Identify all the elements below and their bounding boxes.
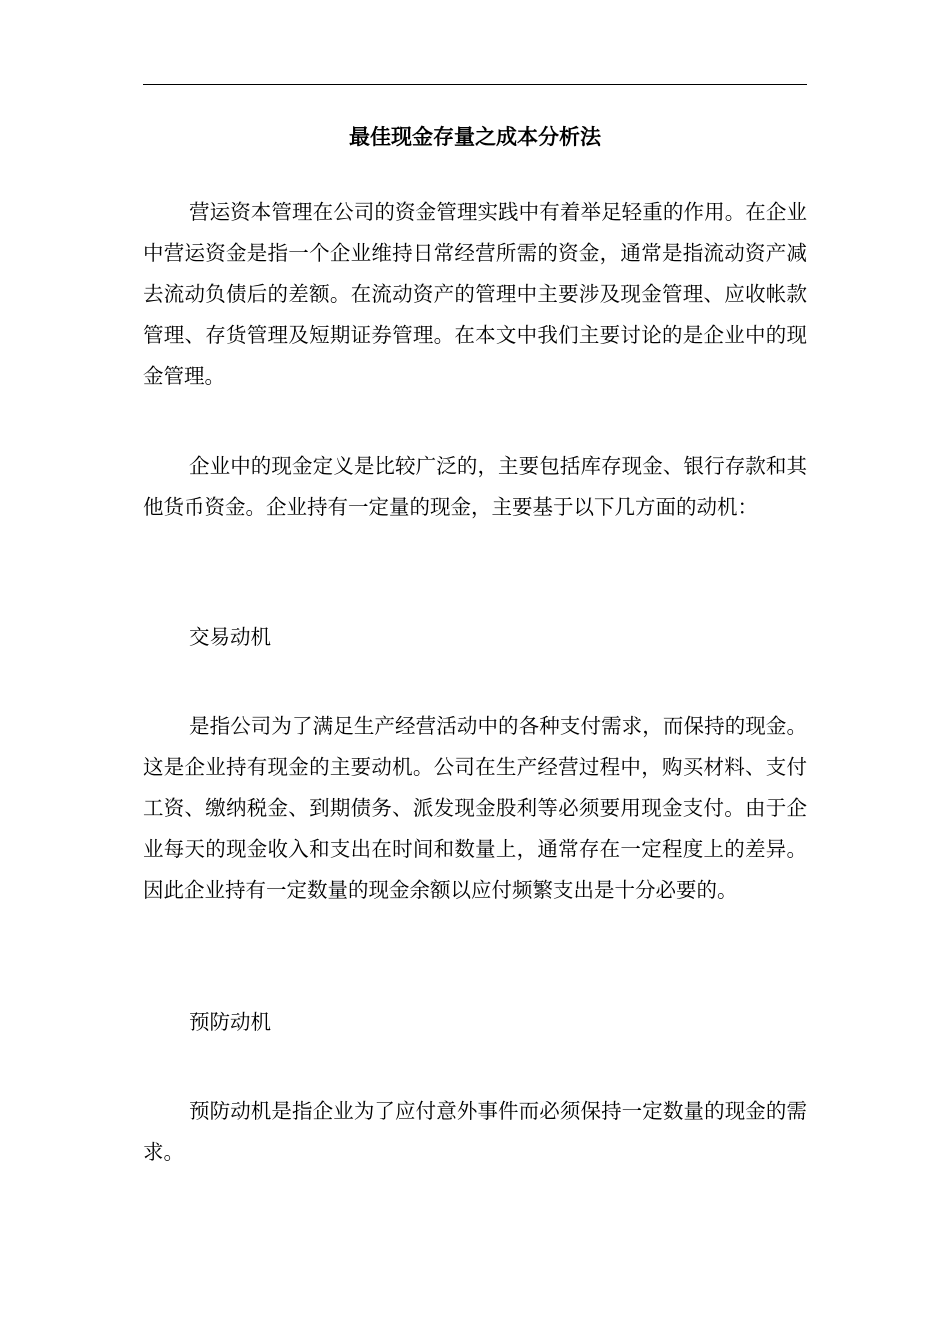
document-title: 最佳现金存量之成本分析法 bbox=[349, 125, 601, 149]
paragraph-precaution-motive: 预防动机是指企业为了应付意外事件而必须保持一定数量的现金的需求。 bbox=[143, 1099, 807, 1164]
section-heading-precaution-motive: 预防动机 bbox=[189, 1010, 271, 1034]
paragraph-cash-definition: 企业中的现金定义是比较广泛的，主要包括库存现金、银行存款和其他货币资金。企业持有一定量的现金，主要基于以下几方面的动机： bbox=[143, 454, 807, 519]
paragraph-transaction-motive: 是指公司为了满足生产经营活动中的各种支付需求，而保持的现金。这是企业持有现金的主要动机。公司在生产经营过程中，购买材料、支付工资、缴纳税金、到期债务、派发现金股利等必须要用现金支付。由于企业每天的现金收入和支出在时间和数量上，通常存在一定程度上的差异。因此企业持有一定数量的现金余额以应付频繁支出是十分必要的。 bbox=[143, 714, 807, 902]
header-rule bbox=[143, 84, 807, 85]
section-heading-transaction-motive: 交易动机 bbox=[189, 625, 271, 649]
paragraph-intro: 营运资本管理在公司的资金管理实践中有着举足轻重的作用。在企业中营运资金是指一个企业维持日常经营所需的资金，通常是指流动资产减去流动负债后的差额。在流动资产的管理中主要涉及现金管理、应收帐款管理、存货管理及短期证券管理。在本文中我们主要讨论的是企业中的现金管理。 bbox=[143, 200, 807, 388]
